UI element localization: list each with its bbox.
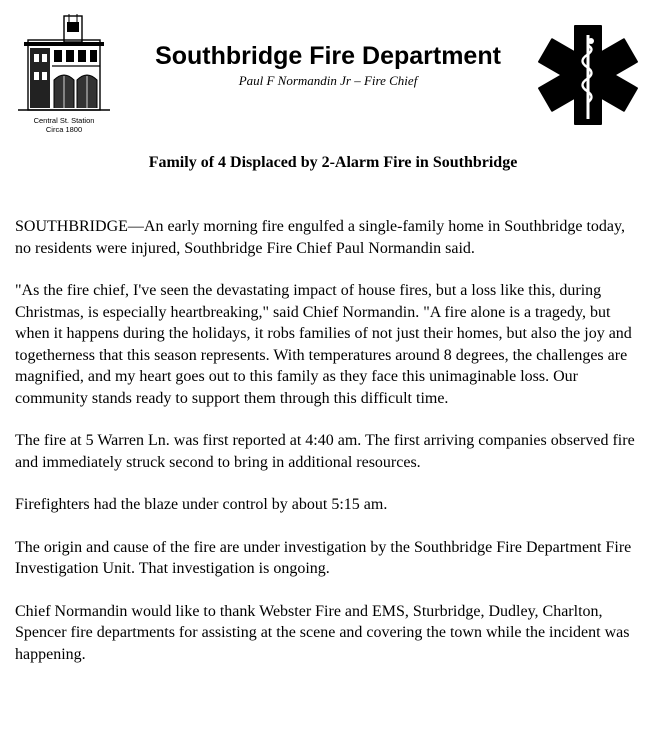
article-paragraph: Chief Normandin would like to thank Webster Fire and EMS, Sturbridge, Dudley, Charlton, Spencer fire departments for assisting at the scene and covering the town while the incident was happening. (15, 602, 630, 663)
department-name: Southbridge Fire Department (155, 42, 501, 70)
article-paragraph: "As the fire chief, I've seen the devastating impact of house fires, but a loss like this, during Christmas, is especially heartbreaking," said Chief Normandin. "A fire alone is a tragedy, but when it happens during the holidays, it robs families of not just their homes, but also the joy and togetherness that this season represents. With temperatures around 8 degrees, the challenges are magnified, and my heart goes out to this family as they face this unimaginable loss. Our community stands ready to support them through this difficult time. (15, 282, 632, 407)
station-logo (14, 12, 114, 136)
article-body (15, 216, 643, 686)
article-paragraph: The origin and cause of the fire are under investigation by the Southbridge Fire Department Fire Investigation Unit. That investigation is ongoing. (15, 538, 632, 577)
star-of-life-icon (536, 24, 640, 126)
article-headline: Family of 4 Displaced by 2-Alarm Fire in Southbridge (148, 154, 518, 171)
station-caption-date: Circa 1800 (45, 125, 83, 134)
article-paragraph: SOUTHBRIDGE—An early morning fire engulfed a single-family home in Southbridge today, no residents were injured, Southbridge Fire Chief Paul Normandin said. (15, 218, 625, 257)
station-caption-name: Central St. Station (33, 116, 95, 125)
fire-station-building-icon (14, 12, 114, 116)
fire-chief-line: Paul F Normandin Jr – Fire Chief (238, 73, 418, 88)
letterhead (0, 0, 666, 140)
article-paragraph: Firefighters had the blaze under control by about 5:15 am. (15, 496, 388, 513)
article-paragraph: The fire at 5 Warren Ln. was first reported at 4:40 am. The first arriving companies observed fire and immediately struck second to bring in additional resources. (15, 432, 635, 471)
